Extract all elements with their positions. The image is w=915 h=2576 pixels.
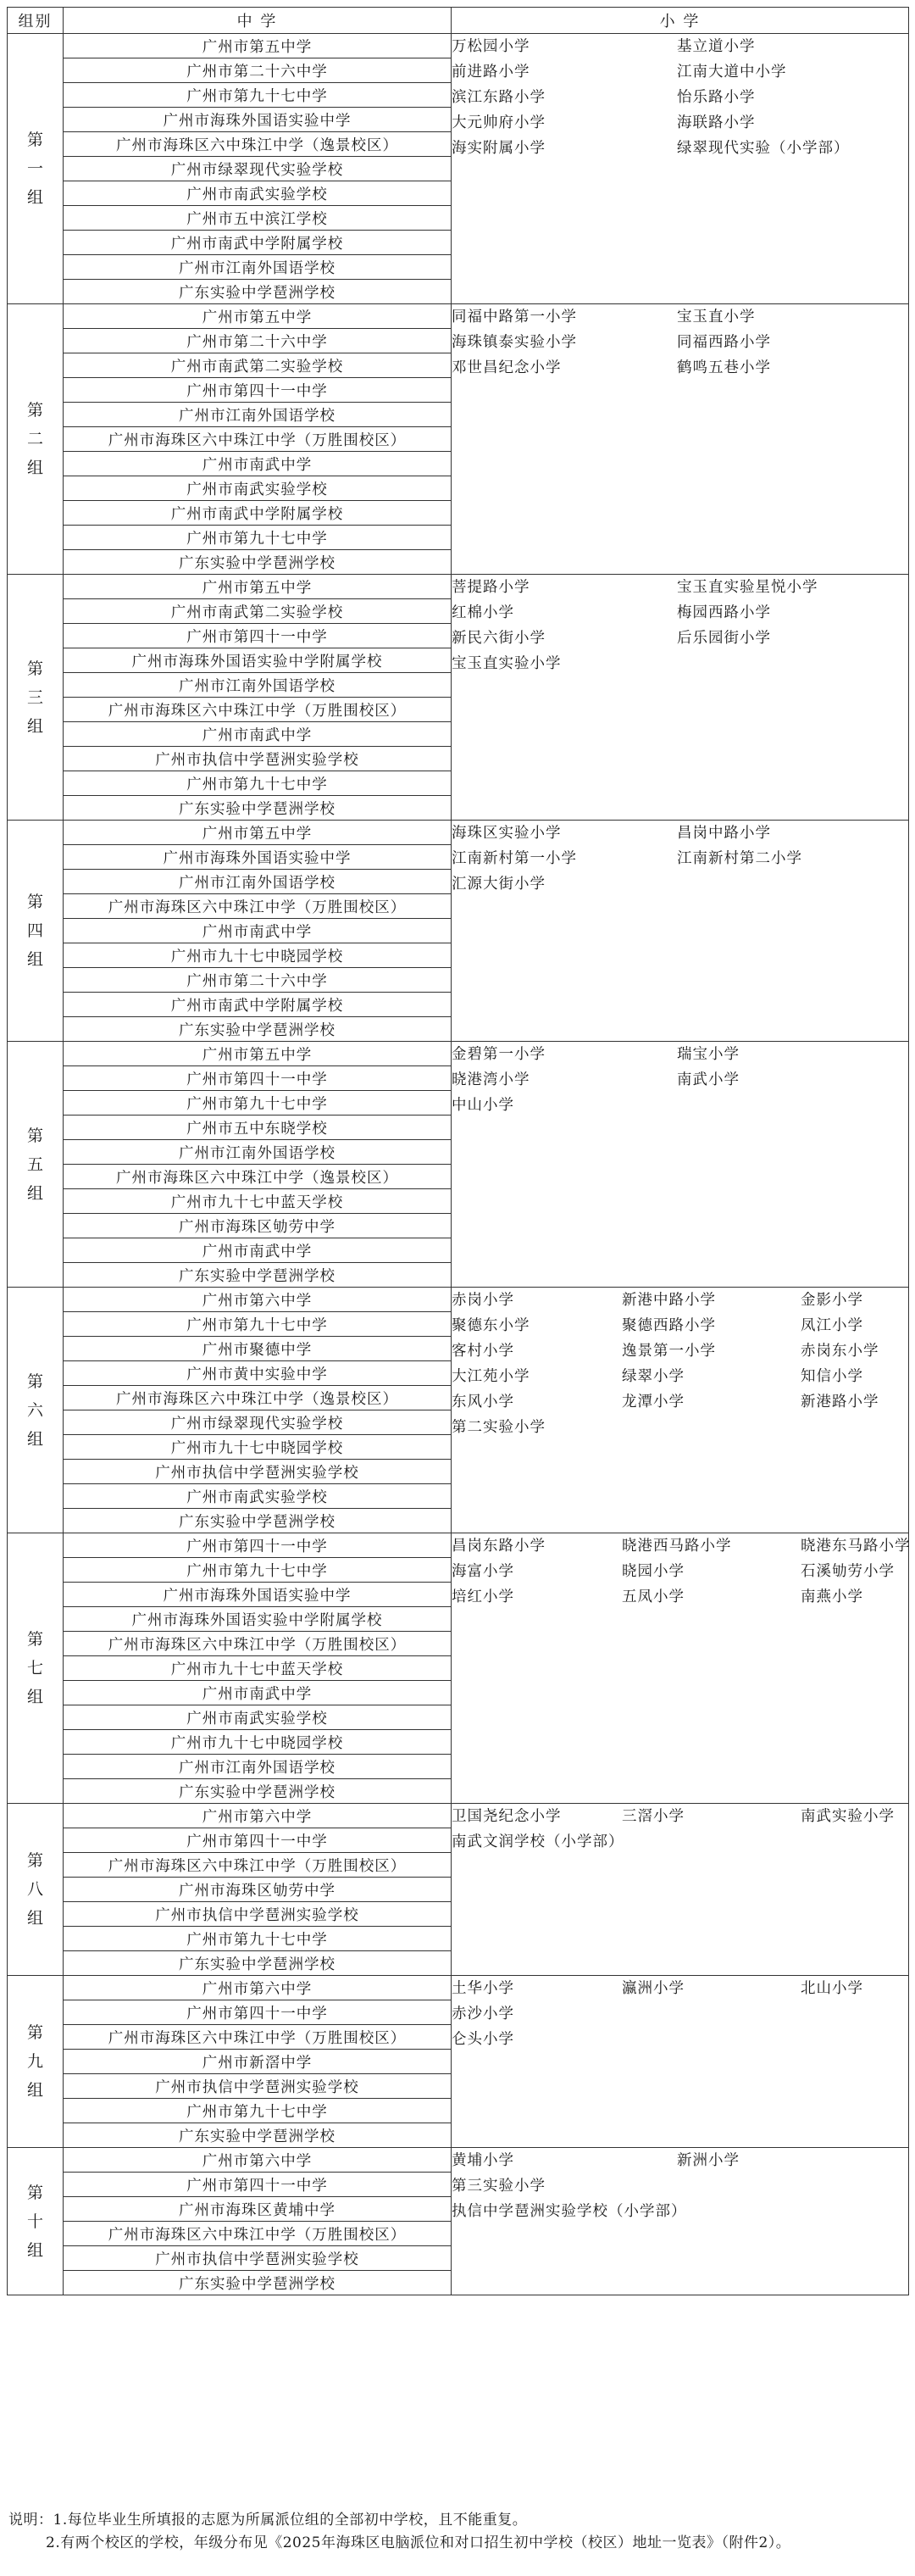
- middle-school-name: 广州市南武中学: [64, 919, 452, 943]
- primary-school-name: 汇源大街小学: [452, 876, 546, 893]
- group-label-char: 组: [26, 2081, 43, 2100]
- primary-school-name: 瀛洲小学: [622, 1980, 685, 1997]
- primary-school-name: 三滘小学: [622, 1808, 685, 1825]
- primary-school-name: 聚德西路小学: [622, 1317, 716, 1334]
- middle-school-name: 广州市海珠外国语实验中学附属学校: [64, 648, 452, 673]
- primary-school-name: 瑞宝小学: [677, 1046, 740, 1063]
- middle-school-name: 广州市海珠外国语实验中学: [64, 1583, 452, 1607]
- middle-school-name: 广州市第六中学: [64, 1288, 452, 1312]
- middle-school-name: 广州市第五中学: [64, 821, 452, 845]
- middle-school-name: 广州市第六中学: [64, 1804, 452, 1828]
- group-label-char: 一: [26, 159, 43, 178]
- group-label-char: 二: [26, 430, 43, 448]
- primary-school-name: 江南新村第一小学: [452, 850, 577, 867]
- primary-school-grid: [452, 575, 908, 676]
- primary-school-list: [452, 1288, 909, 1533]
- primary-school-list: [452, 575, 909, 821]
- note-line-2: 2.有两个校区的学校，年级分布见《2025年海珠区电脑派位和对口招生初中学校（校区）地址一览表》（附件2）。: [46, 2534, 791, 2551]
- middle-school-name: 广州市执信中学琶洲实验学校: [64, 2246, 452, 2271]
- middle-school-name: 广州市海珠区六中珠江中学（万胜围校区）: [64, 2222, 452, 2246]
- group-label-char: 第: [26, 1630, 43, 1649]
- primary-school-list: [452, 2148, 909, 2295]
- group-label: [8, 1042, 64, 1288]
- middle-school-name: 广东实验中学琶洲学校: [64, 1509, 452, 1533]
- middle-school-name: 广州市南武中学: [64, 1238, 452, 1263]
- primary-school-name: 新港中路小学: [622, 1292, 716, 1309]
- primary-school-name: 新洲小学: [677, 2152, 740, 2169]
- primary-school-name: 前进路小学: [452, 64, 530, 81]
- middle-school-name: 广州市海珠区六中珠江中学（逸景校区）: [64, 1386, 452, 1410]
- group-label: [8, 304, 64, 575]
- middle-school-name: 广州市执信中学琶洲实验学校: [64, 1902, 452, 1927]
- table-header-row: [8, 8, 909, 34]
- middle-school-name: 广州市海珠区六中珠江中学（万胜围校区）: [64, 1853, 452, 1878]
- group-label-char: 组: [26, 1183, 43, 1203]
- primary-school-name: 南武实验小学: [801, 1808, 895, 1825]
- middle-school-name: 广东实验中学琶洲学校: [64, 1017, 452, 1042]
- middle-school-name: 广州市南武中学: [64, 1681, 452, 1705]
- middle-school-name: 广州市江南外国语学校: [64, 673, 452, 698]
- middle-school-name: 广州市南武实验学校: [64, 1484, 452, 1509]
- middle-school-name: 广州市南武中学附属学校: [64, 501, 452, 526]
- middle-school-name: 广州市海珠区六中珠江中学（万胜围校区）: [64, 1632, 452, 1656]
- primary-school-name: 南武文润学校（小学部）: [452, 1833, 624, 1850]
- table-row: [8, 1533, 909, 1558]
- primary-school-grid: [452, 34, 908, 161]
- group-label-char: 组: [26, 188, 43, 207]
- group-label-char: 第: [26, 1126, 43, 1145]
- middle-school-name: 广东实验中学琶洲学校: [64, 550, 452, 575]
- primary-school-name: 金碧第一小学: [452, 1046, 546, 1063]
- middle-school-name: 广东实验中学琶洲学校: [64, 1263, 452, 1288]
- primary-school-grid: [452, 821, 908, 897]
- middle-school-name: 广州市第四十一中学: [64, 2000, 452, 2025]
- middle-school-name: 广州市南武实验学校: [64, 1705, 452, 1730]
- middle-school-name: 广州市绿翠现代实验学校: [64, 1410, 452, 1435]
- primary-school-name: 滨江东路小学: [452, 89, 546, 106]
- middle-school-name: 广州市江南外国语学校: [64, 1755, 452, 1779]
- table-row: [8, 1976, 909, 2000]
- group-label-char: 第: [26, 893, 43, 911]
- primary-school-name: 东风小学: [452, 1394, 514, 1410]
- middle-school-name: 广州市江南外国语学校: [64, 870, 452, 894]
- primary-school-grid: [452, 1288, 908, 1440]
- notes: [8, 2509, 907, 2555]
- middle-school-name: 广州市第九十七中学: [64, 2099, 452, 2123]
- primary-school-name: 逸景第一小学: [622, 1343, 716, 1360]
- middle-school-name: 广州市南武第二实验学校: [64, 599, 452, 624]
- middle-school-name: 广东实验中学琶洲学校: [64, 796, 452, 821]
- group-label-char: 组: [26, 1429, 43, 1449]
- primary-school-name: 大江苑小学: [452, 1368, 530, 1385]
- primary-school-list: [452, 1976, 909, 2148]
- primary-school-name: 绿翠现代实验（小学部）: [677, 140, 850, 157]
- primary-school-name: 宝玉直实验星悦小学: [677, 579, 818, 596]
- group-label-char: 第: [26, 1851, 43, 1870]
- middle-school-name: 广州市第二十六中学: [64, 58, 452, 83]
- middle-school-name: 广州市海珠区六中珠江中学（万胜围校区）: [64, 698, 452, 722]
- header-primary-school: 小 学: [452, 8, 909, 34]
- table-row: [8, 304, 909, 329]
- primary-school-name: 绿翠小学: [622, 1368, 685, 1385]
- group-label-char: 组: [26, 716, 43, 736]
- middle-school-name: 广州市南武实验学校: [64, 476, 452, 501]
- middle-school-name: 广州市第九十七中学: [64, 1312, 452, 1337]
- primary-school-name: 晓港东马路小学: [801, 1538, 911, 1555]
- middle-school-name: 广州市九十七中蓝天学校: [64, 1189, 452, 1214]
- middle-school-name: 广州市执信中学琶洲实验学校: [64, 2074, 452, 2099]
- primary-school-grid: [452, 1042, 908, 1118]
- middle-school-name: 广州市九十七中晓园学校: [64, 1730, 452, 1755]
- header-group: 组别: [8, 8, 64, 34]
- middle-school-name: 广州市执信中学琶洲实验学校: [64, 1460, 452, 1484]
- primary-school-name: 赤岗东小学: [801, 1343, 879, 1360]
- note-line-1: 说明：1.每位毕业生所填报的志愿为所属派位组的全部初中学校，且不能重复。: [8, 2512, 528, 2529]
- primary-school-list: [452, 1533, 909, 1804]
- primary-school-name: 江南大道中小学: [677, 64, 787, 81]
- primary-school-name: 仑头小学: [452, 2031, 514, 2048]
- middle-school-name: 广州市第九十七中学: [64, 83, 452, 108]
- middle-school-name: 广州市九十七中蓝天学校: [64, 1656, 452, 1681]
- primary-school-grid: [452, 1976, 908, 2052]
- group-label: [8, 1976, 64, 2148]
- primary-school-name: 海珠镇泰实验小学: [452, 334, 577, 351]
- middle-school-name: 广州市第四十一中学: [64, 378, 452, 403]
- primary-school-name: 卫国尧纪念小学: [452, 1808, 562, 1825]
- middle-school-name: 广州市第四十一中学: [64, 624, 452, 648]
- middle-school-name: 广州市聚德中学: [64, 1337, 452, 1361]
- primary-school-name: 赤岗小学: [452, 1292, 514, 1309]
- group-label-char: 八: [26, 1880, 43, 1899]
- table-body: [8, 34, 909, 2295]
- middle-school-name: 广州市南武中学: [64, 452, 452, 476]
- primary-school-list: [452, 1042, 909, 1288]
- primary-school-name: 客村小学: [452, 1343, 514, 1360]
- primary-school-name: 大元帅府小学: [452, 114, 546, 131]
- middle-school-name: 广州市黄中实验中学: [64, 1361, 452, 1386]
- primary-school-grid: [452, 1533, 911, 1610]
- group-label-char: 第: [26, 401, 43, 420]
- middle-school-name: 广州市第四十一中学: [64, 1828, 452, 1853]
- middle-school-name: 广州市第五中学: [64, 1042, 452, 1066]
- middle-school-name: 广东实验中学琶洲学校: [64, 280, 452, 304]
- middle-school-name: 广州市绿翠现代实验学校: [64, 157, 452, 181]
- middle-school-name: 广州市第九十七中学: [64, 526, 452, 550]
- middle-school-name: 广州市第九十七中学: [64, 771, 452, 796]
- primary-school-name: 北山小学: [801, 1980, 863, 1997]
- group-label-char: 第: [26, 2183, 43, 2202]
- middle-school-name: 广州市五中东晓学校: [64, 1116, 452, 1140]
- group-label-char: 第: [26, 131, 43, 149]
- group-label-char: 五: [26, 1154, 43, 1174]
- middle-school-name: 广州市九十七中晓园学校: [64, 943, 452, 968]
- group-label: [8, 1288, 64, 1533]
- middle-school-name: 广州市海珠区六中珠江中学（逸景校区）: [64, 132, 452, 157]
- group-label-char: 组: [26, 1688, 43, 1706]
- primary-school-name: 南武小学: [677, 1071, 740, 1088]
- middle-school-name: 广州市九十七中晓园学校: [64, 1435, 452, 1460]
- middle-school-name: 广东实验中学琶洲学校: [64, 2271, 452, 2295]
- group-label-char: 六: [26, 1400, 43, 1420]
- middle-school-name: 广州市第九十七中学: [64, 1091, 452, 1116]
- group-label: [8, 1804, 64, 1976]
- primary-school-name: 南燕小学: [801, 1588, 863, 1605]
- table-row: [8, 1042, 909, 1066]
- middle-school-name: 广州市江南外国语学校: [64, 255, 452, 280]
- assignment-table: [7, 7, 909, 2295]
- group-label-char: 组: [26, 2240, 43, 2260]
- primary-school-name: 昌岗中路小学: [677, 825, 771, 842]
- primary-school-name: 邓世昌纪念小学: [452, 359, 562, 376]
- primary-school-name: 昌岗东路小学: [452, 1538, 546, 1555]
- primary-school-name: 鹤鸣五巷小学: [677, 359, 771, 376]
- middle-school-name: 广州市第九十七中学: [64, 1558, 452, 1583]
- middle-school-name: 广州市海珠外国语实验中学: [64, 108, 452, 132]
- primary-school-list: [452, 1804, 909, 1976]
- middle-school-name: 广州市五中滨江学校: [64, 206, 452, 231]
- primary-school-name: 红棉小学: [452, 604, 514, 621]
- primary-school-list: [452, 34, 909, 304]
- middle-school-name: 广州市海珠区劬劳中学: [64, 1878, 452, 1902]
- primary-school-name: 培红小学: [452, 1588, 514, 1605]
- middle-school-name: 广州市海珠区黄埔中学: [64, 2197, 452, 2222]
- primary-school-name: 金影小学: [801, 1292, 863, 1309]
- primary-school-name: 凤江小学: [801, 1317, 863, 1334]
- middle-school-name: 广州市海珠区六中珠江中学（逸景校区）: [64, 1165, 452, 1189]
- primary-school-name: 第三实验小学: [452, 2178, 546, 2195]
- group-label: [8, 1533, 64, 1804]
- group-label: [8, 821, 64, 1042]
- table-row: [8, 2148, 909, 2173]
- group-label-char: 四: [26, 921, 43, 940]
- primary-school-name: 宝玉直小学: [677, 309, 756, 325]
- middle-school-name: 广州市第六中学: [64, 1976, 452, 2000]
- primary-school-name: 晓港西马路小学: [622, 1538, 732, 1555]
- group-label: [8, 34, 64, 304]
- primary-school-grid: [452, 2148, 908, 2224]
- middle-school-name: 广州市海珠区六中珠江中学（万胜围校区）: [64, 427, 452, 452]
- primary-school-name: 海珠区实验小学: [452, 825, 562, 842]
- primary-school-name: 海联路小学: [677, 114, 756, 131]
- primary-school-name: 梅园西路小学: [677, 604, 771, 621]
- middle-school-name: 广东实验中学琶洲学校: [64, 2123, 452, 2148]
- middle-school-name: 广州市南武中学附属学校: [64, 993, 452, 1017]
- middle-school-name: 广州市南武实验学校: [64, 181, 452, 206]
- primary-school-name: 中山小学: [452, 1097, 514, 1114]
- primary-school-name: 知信小学: [801, 1368, 863, 1385]
- primary-school-name: 怡乐路小学: [677, 89, 756, 106]
- middle-school-name: 广州市海珠外国语实验中学: [64, 845, 452, 870]
- primary-school-list: [452, 821, 909, 1042]
- middle-school-name: 广州市第四十一中学: [64, 1533, 452, 1558]
- primary-school-name: 万松园小学: [452, 38, 530, 55]
- primary-school-name: 晓港湾小学: [452, 1071, 530, 1088]
- table-row: [8, 575, 909, 599]
- primary-school-name: 五凤小学: [622, 1588, 685, 1605]
- table-row: [8, 1804, 909, 1828]
- middle-school-name: 广州市江南外国语学校: [64, 1140, 452, 1165]
- group-label: [8, 575, 64, 821]
- group-label-char: 第: [26, 1371, 43, 1391]
- middle-school-name: 广州市江南外国语学校: [64, 403, 452, 427]
- primary-school-name: 宝玉直实验小学: [452, 655, 562, 672]
- table-row: [8, 821, 909, 845]
- middle-school-name: 广州市第六中学: [64, 2148, 452, 2173]
- group-label-char: 九: [26, 2052, 43, 2071]
- middle-school-name: 广东实验中学琶洲学校: [64, 1779, 452, 1804]
- middle-school-name: 广州市新滘中学: [64, 2050, 452, 2074]
- middle-school-name: 广州市第二十六中学: [64, 968, 452, 993]
- primary-school-name: 同福西路小学: [677, 334, 771, 351]
- middle-school-name: 广东实验中学琶洲学校: [64, 1951, 452, 1976]
- group-label-char: 三: [26, 687, 43, 707]
- middle-school-name: 广州市海珠区劬劳中学: [64, 1214, 452, 1238]
- group-label-char: 十: [26, 2212, 43, 2231]
- middle-school-name: 广州市海珠区六中珠江中学（万胜围校区）: [64, 894, 452, 919]
- middle-school-name: 广州市第五中学: [64, 575, 452, 599]
- middle-school-name: 广州市南武中学附属学校: [64, 231, 452, 255]
- group-label-char: 组: [26, 950, 43, 969]
- middle-school-name: 广州市海珠区六中珠江中学（万胜围校区）: [64, 2025, 452, 2050]
- middle-school-name: 广州市第四十一中学: [64, 1066, 452, 1091]
- primary-school-name: 后乐园街小学: [677, 630, 771, 647]
- middle-school-name: 广州市南武中学: [64, 722, 452, 747]
- primary-school-name: 新民六街小学: [452, 630, 546, 647]
- primary-school-name: 晓园小学: [622, 1563, 685, 1580]
- primary-school-name: 新港路小学: [801, 1394, 879, 1410]
- group-label-char: 七: [26, 1659, 43, 1677]
- group-label-char: 第: [26, 2023, 43, 2042]
- primary-school-name: 基立道小学: [677, 38, 756, 55]
- primary-school-name: 龙潭小学: [622, 1394, 685, 1410]
- middle-school-name: 广州市第二十六中学: [64, 329, 452, 353]
- primary-school-grid: [452, 304, 908, 381]
- primary-school-name: 同福中路第一小学: [452, 309, 577, 325]
- middle-school-name: 广州市第九十七中学: [64, 1927, 452, 1951]
- primary-school-grid: [452, 1804, 908, 1855]
- table-row: [8, 34, 909, 58]
- middle-school-name: 广州市执信中学琶洲实验学校: [64, 747, 452, 771]
- group-label-char: 组: [26, 1909, 43, 1928]
- group-label-char: 第: [26, 659, 43, 678]
- primary-school-name: 赤沙小学: [452, 2006, 514, 2022]
- middle-school-name: 广州市南武第二实验学校: [64, 353, 452, 378]
- primary-school-name: 聚德东小学: [452, 1317, 530, 1334]
- primary-school-name: 执信中学琶洲实验学校（小学部）: [452, 2203, 687, 2220]
- primary-school-name: 菩提路小学: [452, 579, 530, 596]
- group-label: [8, 2148, 64, 2295]
- primary-school-name: 石溪劬劳小学: [801, 1563, 895, 1580]
- primary-school-list: [452, 304, 909, 575]
- primary-school-name: 第二实验小学: [452, 1419, 546, 1436]
- primary-school-name: 土华小学: [452, 1980, 514, 1997]
- group-label-char: 组: [26, 459, 43, 477]
- header-middle-school: 中 学: [64, 8, 452, 34]
- middle-school-name: 广州市第五中学: [64, 304, 452, 329]
- middle-school-name: 广州市第四十一中学: [64, 2173, 452, 2197]
- middle-school-name: 广州市海珠外国语实验中学附属学校: [64, 1607, 452, 1632]
- primary-school-name: 江南新村第二小学: [677, 850, 802, 867]
- primary-school-name: 海富小学: [452, 1563, 514, 1580]
- primary-school-name: 海实附属小学: [452, 140, 546, 157]
- middle-school-name: 广州市第五中学: [64, 34, 452, 58]
- table-row: [8, 1288, 909, 1312]
- primary-school-name: 黄埔小学: [452, 2152, 514, 2169]
